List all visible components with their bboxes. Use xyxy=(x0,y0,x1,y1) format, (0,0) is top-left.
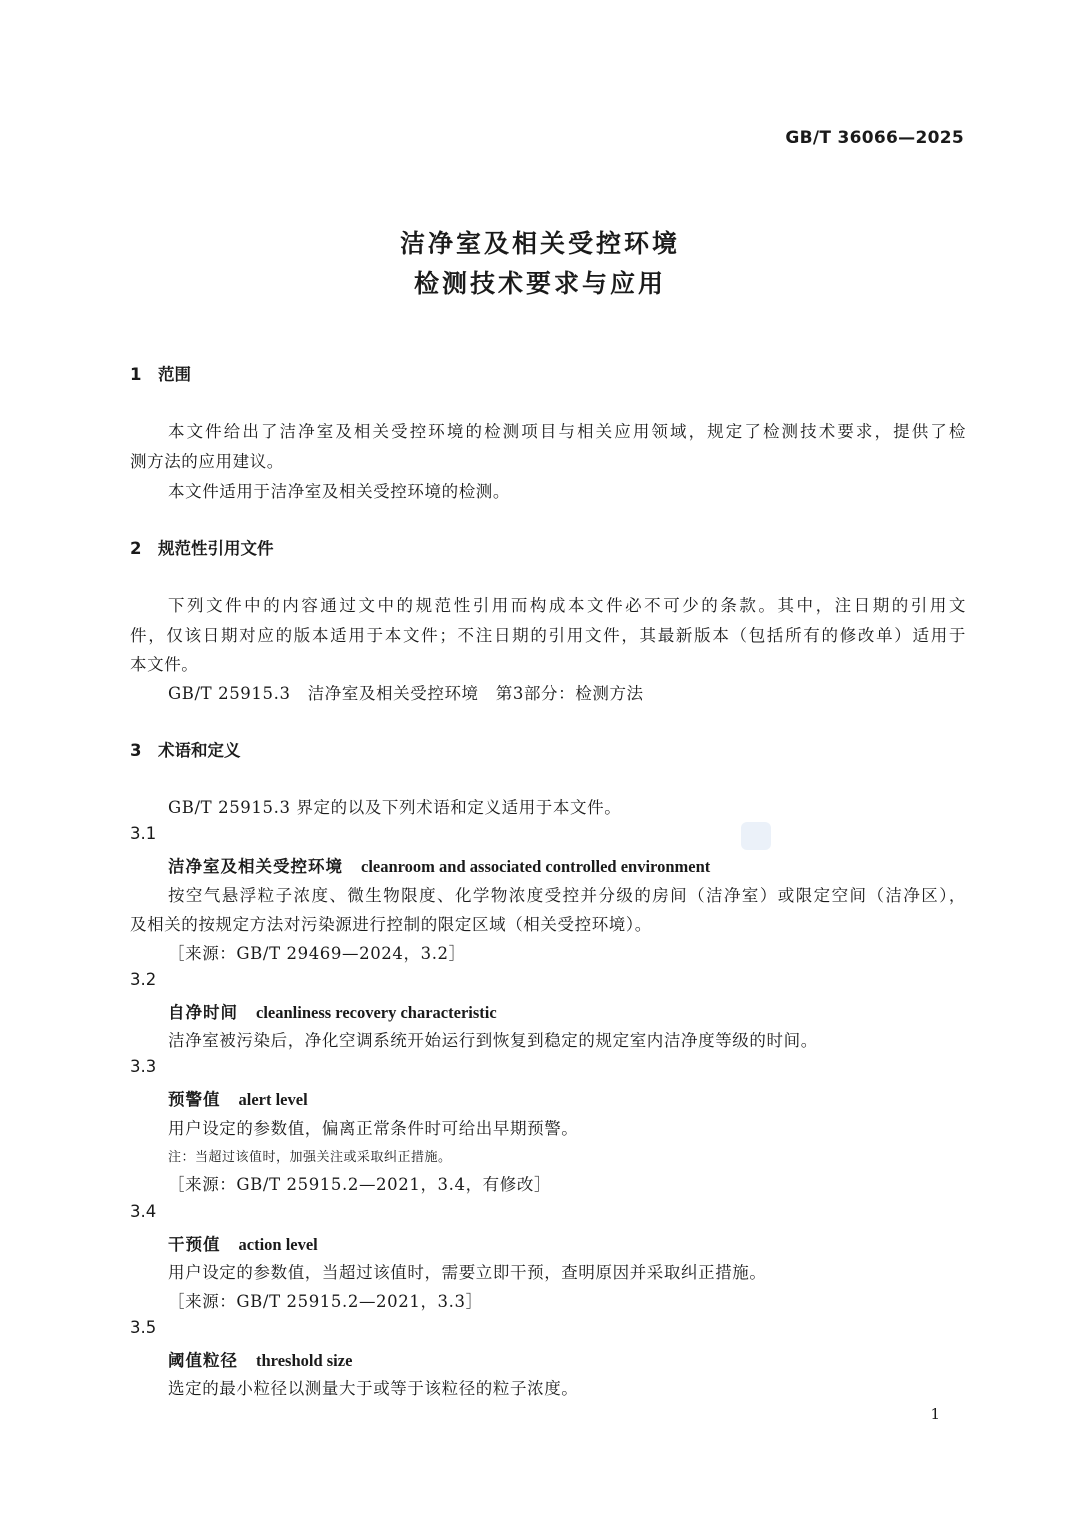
term-definition-line: 按空气悬浮粒子浓度、微生物限度、化学物浓度受控并分级的房间（洁净室）或限定空间（洁净区）， xyxy=(168,886,966,905)
section-title: 术语和定义 xyxy=(158,741,241,760)
term-definition-line: 用户设定的参数值，偏离正常条件时可给出早期预警。 xyxy=(168,1119,579,1138)
section-title: 规范性引用文件 xyxy=(158,539,274,558)
term-name-en: action level xyxy=(238,1235,318,1254)
term-definition-line: 及相关的按规定方法对污染源进行控制的限定区域（相关受控环境）。 xyxy=(130,915,652,934)
term-source: ［来源：GB/T 25915.2—2021，3.4，有修改］ xyxy=(168,1175,552,1194)
scope-paragraph-line: 本文件给出了洁净室及相关受控环境的检测项目与相关应用领域，规定了检测技术要求，提供了检 xyxy=(168,422,966,441)
scope-applicability: 本文件适用于洁净室及相关受控环境的检测。 xyxy=(168,482,510,501)
document-code: GB/T 36066—2025 xyxy=(785,128,964,148)
term-number: 3.2 xyxy=(130,970,157,989)
term-definition-line: 洁净室被污染后，净化空调系统开始运行到恢复到稳定的规定室内洁净度等级的时间。 xyxy=(168,1031,818,1050)
section-number: 1 xyxy=(130,365,142,384)
references-paragraph-line: 本文件。 xyxy=(130,655,199,674)
page-number: 1 xyxy=(930,1405,940,1423)
term-number: 3.1 xyxy=(130,824,157,843)
term-name-en: cleanliness recovery characteristic xyxy=(256,1003,497,1022)
term-number: 3.3 xyxy=(130,1057,157,1076)
section-number: 2 xyxy=(130,539,142,558)
term-name xyxy=(168,1231,318,1255)
term-name-en: cleanroom and associated controlled environment xyxy=(361,857,711,876)
term-name-en: threshold size xyxy=(256,1351,353,1370)
terms-intro: GB/T 25915.3 界定的以及下列术语和定义适用于本文件。 xyxy=(168,798,622,817)
section-heading-scope xyxy=(130,361,191,385)
references-paragraph-line: 件，仅该日期对应的版本适用于本文件；不注日期的引用文件，其最新版本（包括所有的修改单）适用于 xyxy=(130,626,966,645)
section-title: 范围 xyxy=(158,365,191,384)
document-title-line-2: 检测技术要求与应用 xyxy=(413,269,666,298)
references-paragraph-line: 下列文件中的内容通过文中的规范性引用而构成本文件必不可少的条款。其中，注日期的引用文 xyxy=(168,596,966,615)
scope-paragraph-line: 测方法的应用建议。 xyxy=(130,452,284,471)
term-number: 3.4 xyxy=(130,1202,157,1221)
section-heading-terms-definitions xyxy=(130,737,241,761)
term-name-zh: 自净时间 xyxy=(168,1003,238,1022)
term-name-zh: 阈值粒径 xyxy=(168,1351,238,1370)
term-name xyxy=(168,1347,352,1371)
term-name xyxy=(168,999,497,1023)
term-note: 注：当超过该值时，加强关注或采取纠正措施。 xyxy=(168,1150,452,1165)
term-definition-line: 选定的最小粒径以测量大于或等于该粒径的粒子浓度。 xyxy=(168,1379,579,1398)
watermark-logo xyxy=(741,822,771,850)
term-name-zh: 洁净室及相关受控环境 xyxy=(168,857,343,876)
section-number: 3 xyxy=(130,741,142,760)
term-name xyxy=(168,853,710,877)
term-source: ［来源：GB/T 29469—2024，3.2］ xyxy=(168,944,466,963)
term-name xyxy=(168,1086,308,1110)
term-name-en: alert level xyxy=(238,1090,308,1109)
section-heading-normative-references xyxy=(130,535,274,559)
term-number: 3.5 xyxy=(130,1318,157,1337)
term-name-zh: 干预值 xyxy=(168,1235,221,1254)
term-source: ［来源：GB/T 25915.2—2021，3.3］ xyxy=(168,1292,483,1311)
term-name-zh: 预警值 xyxy=(168,1090,221,1109)
document-title-line-1: 洁净室及相关受控环境 xyxy=(399,229,680,258)
normative-reference-item: GB/T 25915.3 洁净室及相关受控环境 第3部分：检测方法 xyxy=(168,684,644,703)
term-definition-line: 用户设定的参数值，当超过该值时，需要立即干预，查明原因并采取纠正措施。 xyxy=(168,1263,767,1282)
